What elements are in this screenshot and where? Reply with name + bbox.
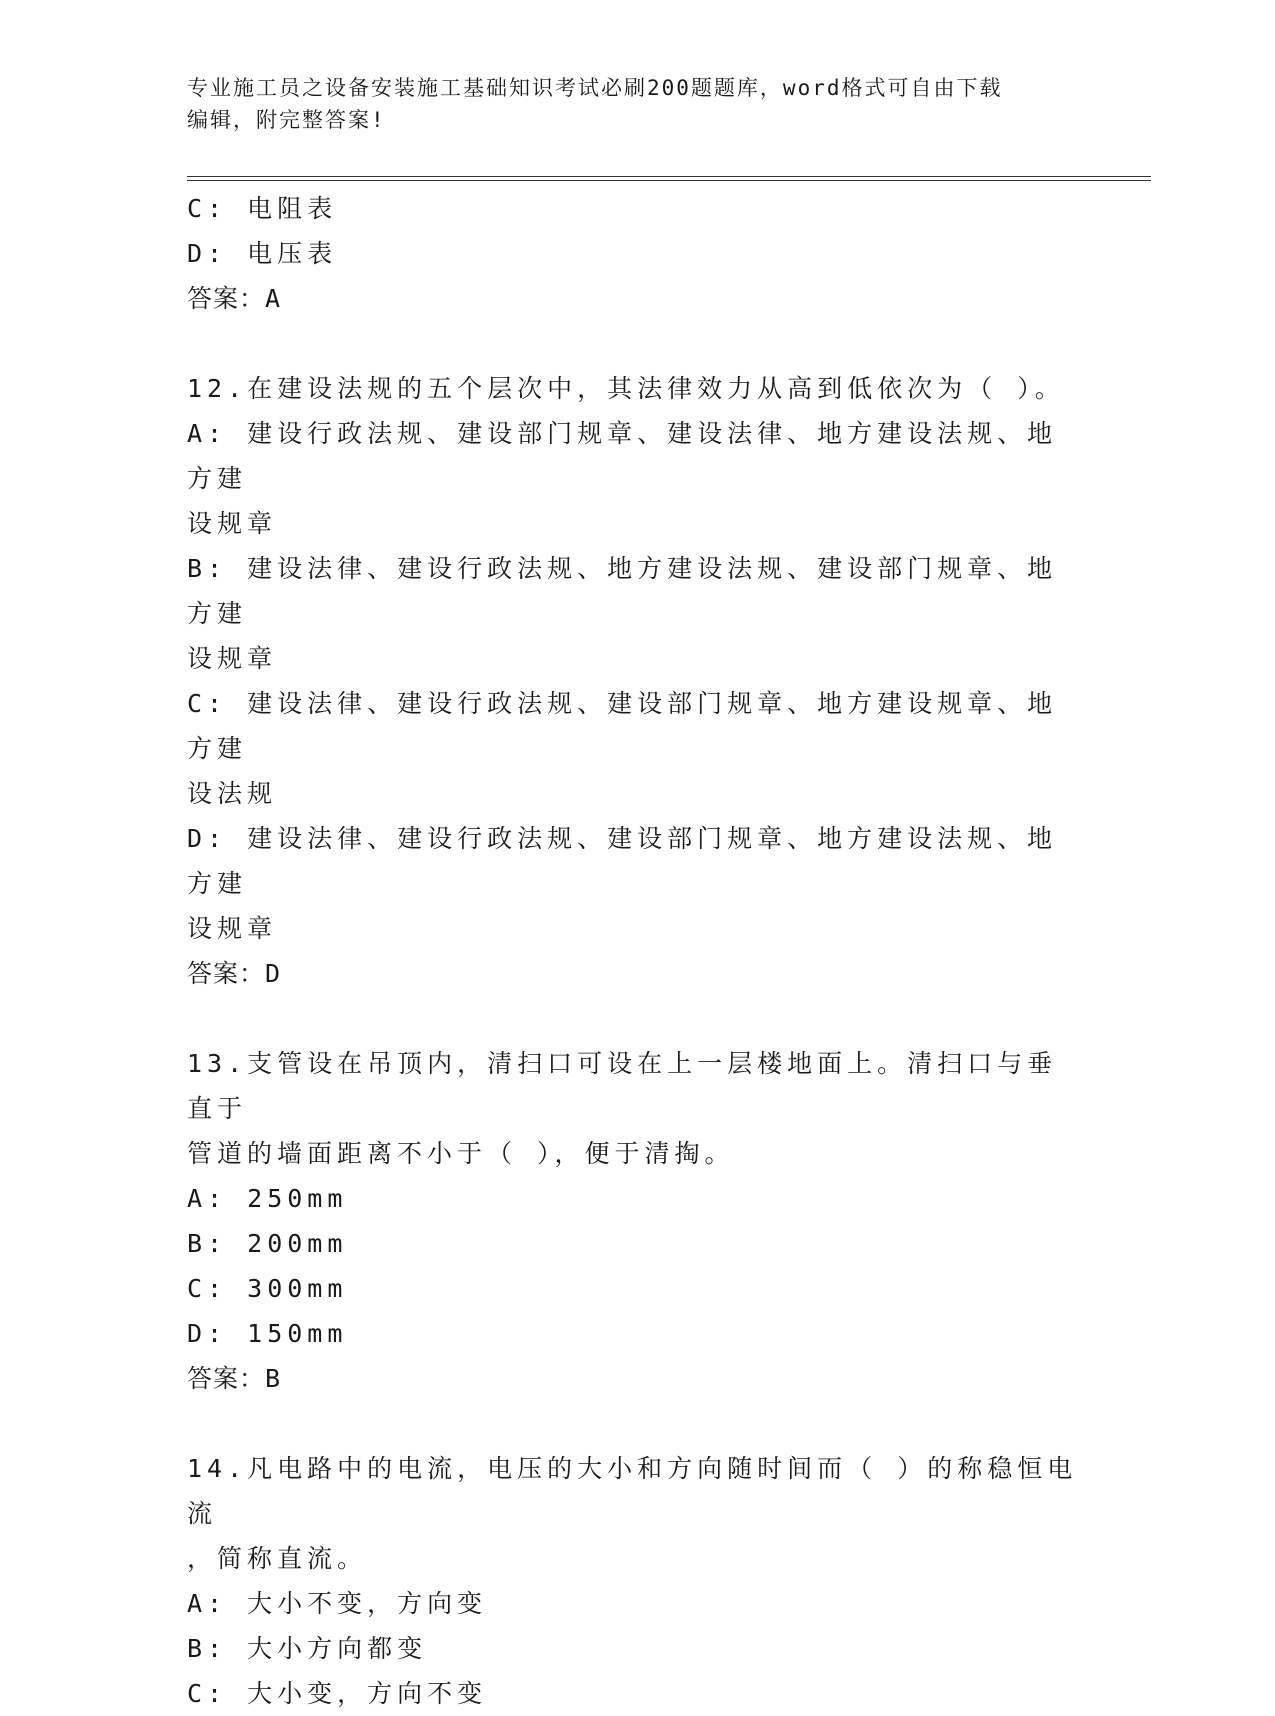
question-text: 12.在建设法规的五个层次中，其法律效力从高到低依次为（ ）。 (187, 374, 1065, 403)
answer-label: 答案： (187, 1364, 266, 1393)
option-a: A: 大小不变，方向变 (187, 1589, 488, 1618)
option-c: C: 电阻表 (187, 194, 338, 223)
answer-label: 答案： (187, 284, 266, 313)
question-list (187, 186, 1087, 1716)
answer-line (187, 276, 1087, 321)
question-text-line-1: 13.支管设在吊顶内，清扫口可设在上一层楼地面上。清扫口与垂直于 (187, 1049, 1058, 1123)
option-d: D: 电压表 (187, 239, 338, 268)
option-d: D: 150mm (187, 1319, 348, 1348)
header-title-line-1: 专业施工员之设备安装施工基础知识考试必刷200题题库，word格式可自由下载 (187, 76, 1003, 100)
question-11 (187, 186, 1087, 321)
option-c: C: 300mm (187, 1274, 348, 1303)
answer-value: B (265, 1364, 282, 1393)
option-b-line-2: 设规章 (187, 644, 278, 673)
answer-line (187, 951, 1087, 996)
option-c-line-1: C: 建设法律、建设行政法规、建设部门规章、地方建设规章、地方建 (187, 689, 1058, 763)
question-text-line-2: 管道的墙面距离不小于（ ），便于清掏。 (187, 1139, 735, 1168)
answer-label: 答案： (187, 959, 266, 988)
header-title-line-2: 编辑，附完整答案! (187, 108, 386, 132)
answer-line (187, 1356, 1087, 1401)
document-header (187, 72, 1067, 136)
option-a: A: 250mm (187, 1184, 348, 1213)
option-a-line-2: 设规章 (187, 509, 278, 538)
question-14 (187, 1446, 1087, 1716)
spacer (187, 1401, 1087, 1446)
option-c-line-2: 设法规 (187, 779, 278, 808)
option-b: B: 200mm (187, 1229, 348, 1258)
option-d-line-2: 设规章 (187, 914, 278, 943)
question-text-line-2: ，简称直流。 (187, 1544, 368, 1573)
answer-value: A (265, 284, 282, 313)
option-b: B: 大小方向都变 (187, 1634, 428, 1663)
header-divider (187, 176, 1151, 181)
answer-value: D (265, 959, 282, 988)
option-b-line-1: B: 建设法律、建设行政法规、地方建设法规、建设部门规章、地方建 (187, 554, 1058, 628)
option-a-line-1: A: 建设行政法规、建设部门规章、建设法律、地方建设法规、地方建 (187, 419, 1058, 493)
spacer (187, 996, 1087, 1041)
question-12 (187, 366, 1087, 996)
spacer (187, 321, 1087, 366)
option-c: C: 大小变，方向不变 (187, 1679, 488, 1708)
question-text-line-1: 14.凡电路中的电流，电压的大小和方向随时间而（ ）的称稳恒电流 (187, 1454, 1078, 1528)
option-d-line-1: D: 建设法律、建设行政法规、建设部门规章、地方建设法规、地方建 (187, 824, 1058, 898)
question-13 (187, 1041, 1087, 1401)
